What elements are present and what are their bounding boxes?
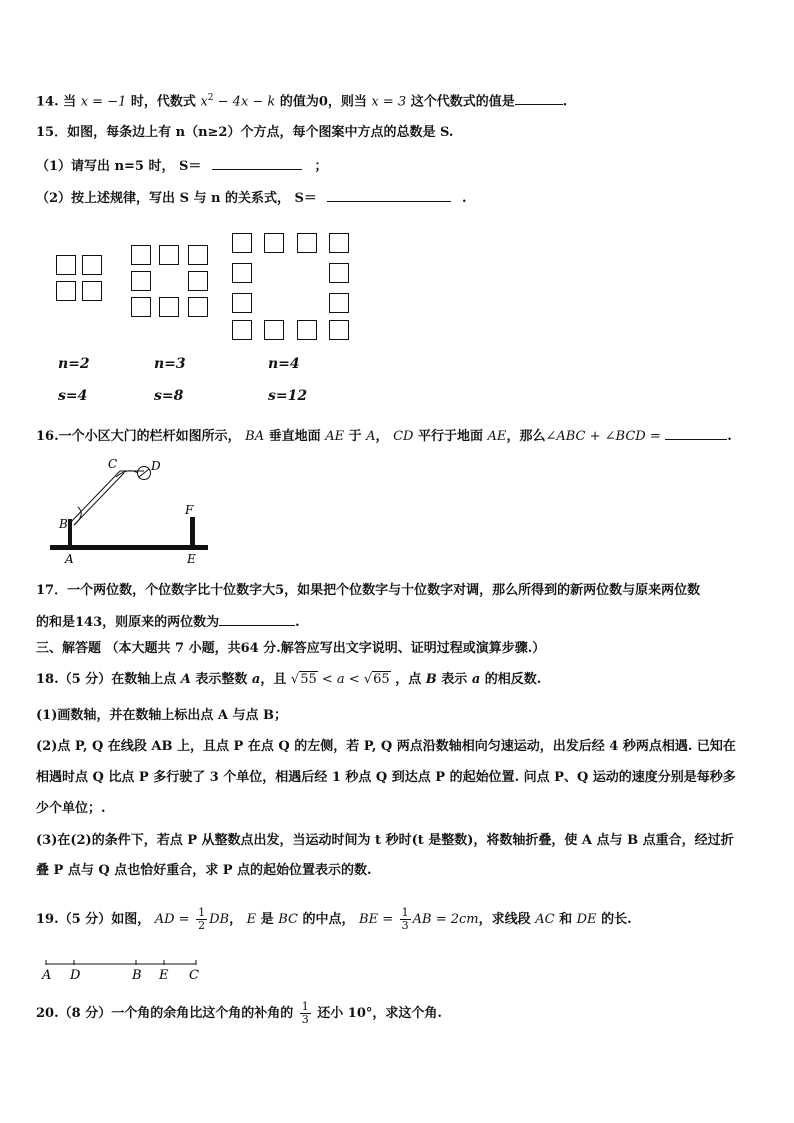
question-17: 17．一个两位数，个位数字比十位数字大5，如果把个位数字与十位数字对调，那么所得到的新两位数与原来两位数: [36, 583, 701, 598]
angle-arc-b: [74, 507, 81, 525]
square-dot: [131, 271, 151, 291]
square-dot: [264, 320, 284, 340]
square-dot: [82, 255, 102, 275]
question-16: 16.一个小区大门的栏杆如图所示， BA 垂直地面 AE 于 A， CD 平行于地面 AE，那么∠ABC + ∠BCD = .: [36, 426, 732, 446]
point-label-c: C: [108, 457, 118, 471]
point-label-d: D: [151, 459, 161, 473]
answer-blank[interactable]: [515, 91, 563, 105]
square-dot: [264, 233, 284, 253]
gate-barrier-figure: [40, 455, 220, 570]
question-18-part1: (1)画数轴，并在数轴上标出点 A 与点 B；: [36, 708, 287, 723]
question-18: 18.（5 分）在数轴上点 A 表示整数 a，且 √55 < a < √65 ，点 B 表示 a 的相反数.: [36, 672, 542, 687]
point-label-e: E: [187, 552, 196, 566]
post-ba: [68, 519, 72, 546]
square-dot: [131, 245, 151, 265]
point-label-f: F: [185, 503, 194, 517]
question-18-part3: (3)在(2)的条件下，若点 P 从整数点出发，当运动时间为 t 秒时(t 是整数)，将数轴折叠，使 A 点与 B 点重合，经过折: [36, 833, 734, 848]
square-dot: [297, 320, 317, 340]
answer-blank[interactable]: [219, 612, 295, 626]
point-label-b: B: [132, 968, 142, 983]
square-dot: [329, 320, 349, 340]
label-s8: s=8: [154, 388, 184, 404]
square-dot: [131, 297, 151, 317]
square-dot: [297, 233, 317, 253]
question-18-part2: (2)点 P, Q 在线段 AB 上，且点 P 在点 Q 的左侧，若 P, Q 两点沿数轴相向匀速运动，出发后经 4 秒两点相遇. 已知在: [36, 739, 736, 754]
square-dot: [159, 297, 179, 317]
ground-line: [50, 545, 208, 550]
point-label-e: E: [159, 968, 169, 983]
point-label-a: A: [65, 552, 74, 566]
square-dot: [188, 271, 208, 291]
square-dot: [232, 320, 252, 340]
question-17-line2: 的和是143，则原来的两位数为 .: [36, 612, 300, 632]
section-header: 三、解答题 （本大题共 7 小题，共64 分.解答应写出文字说明、证明过程或演算步骤.）: [36, 641, 546, 656]
question-19: 19.（5 分）如图， AD = $\frac{1}{2}$ DB， E 是 BC 的中点， BE = $\frac{1}{3}$ AB = 2cm，求线段 AC 和 DE 的长.: [36, 906, 632, 932]
square-dot: [232, 233, 252, 253]
square-dot: [56, 281, 76, 301]
bar-bc-2: [74, 473, 124, 525]
square-dot: [232, 263, 252, 283]
answer-blank[interactable]: [327, 188, 451, 202]
question-15-part2: （2）按上述规律，写出 S 与 n 的关系式， S＝ .: [36, 188, 467, 208]
question-14: 14. 当 x = −1 时，代数式 $x^2 - 4x - k$ 的值为0，则当 x = 3 这个代数式的值是 .: [36, 93, 568, 110]
question-18-part3-line2: 叠 P 点与 Q 点也恰好重合，求 P 点的起始位置表示的数.: [36, 863, 372, 878]
point-label-b: B: [59, 517, 68, 531]
question-18-part2-line3: 少个单位；.: [36, 801, 106, 816]
point-label-c: C: [189, 968, 199, 983]
question-15-part1: （1）请写出 n=5 时， S＝ ；: [36, 156, 327, 176]
answer-blank[interactable]: [665, 426, 727, 440]
label-s12: s=12: [268, 388, 308, 404]
square-dot: [82, 281, 102, 301]
label-s4: s=4: [58, 388, 88, 404]
label-n4: n=4: [268, 356, 300, 372]
square-dot: [329, 293, 349, 313]
question-15: 15．如图，每条边上有 n（n≥2）个方点，每个图案中方点的总数是 S.: [36, 125, 454, 140]
square-dot: [329, 263, 349, 283]
point-label-d: D: [70, 968, 81, 983]
segment-figure: [38, 958, 208, 984]
square-dot: [329, 233, 349, 253]
square-dot: [56, 255, 76, 275]
square-dot: [232, 293, 252, 313]
answer-blank[interactable]: [212, 156, 302, 170]
question-18-part2-line2: 相遇时点 Q 比点 P 多行驶了 3 个单位，相遇后经 1 秒点 Q 到达点 P 的起始位置. 问点 P、Q 运动的速度分别是每秒多: [36, 770, 736, 785]
question-20: 20.（8 分）一个角的余角比这个角的补角的 $\frac{1}{3}$ 还小 10°，求这个角.: [36, 1000, 442, 1026]
point-label-a: A: [42, 968, 52, 983]
bar-bc-1: [70, 471, 120, 523]
square-dot: [159, 245, 179, 265]
label-n3: n=3: [154, 356, 186, 372]
square-dot: [188, 245, 208, 265]
square-dot: [188, 297, 208, 317]
post-fe: [190, 517, 195, 546]
label-n2: n=2: [58, 356, 90, 372]
